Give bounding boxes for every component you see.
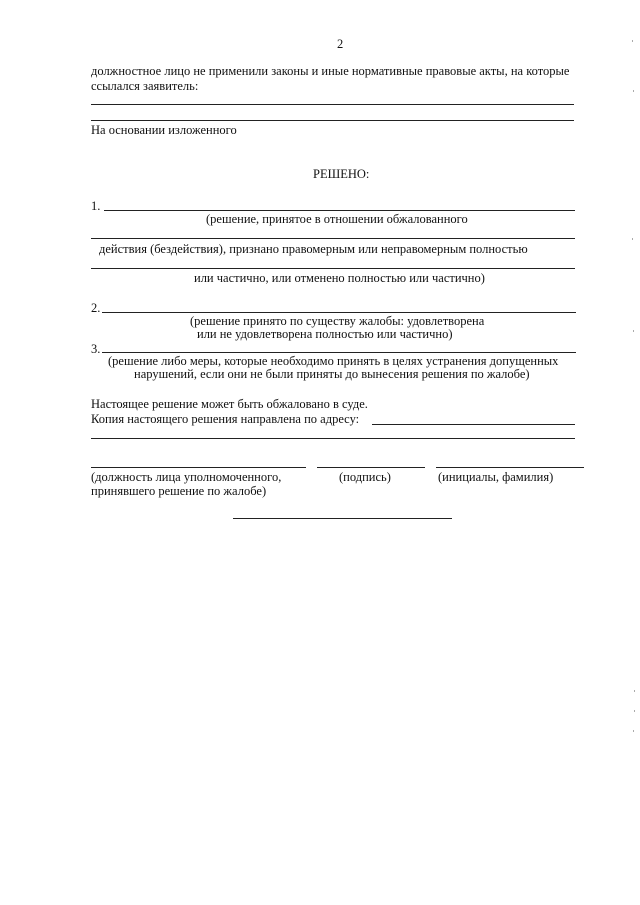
appeal-note: Настоящее решение может быть обжаловано в суде. [91, 397, 368, 411]
item-1-number: 1. [91, 199, 101, 213]
page-number: 2 [337, 37, 344, 51]
item-2-number: 2. [91, 301, 101, 315]
signature-name-line [436, 467, 584, 468]
signature-position-label-1: (должность лица уполномоченного, [91, 470, 282, 484]
item-2-hint-2: или не удовлетворена полностью или частично) [197, 327, 453, 341]
fill-line [102, 312, 576, 313]
item-1-text: действия (бездействия), признано правомерным или неправомерным полностью [99, 242, 528, 256]
fill-line [372, 424, 575, 425]
fill-line [91, 104, 574, 105]
signature-sign-line [317, 467, 425, 468]
item-3-hint-1: (решение либо меры, которые необходимо принять в целях устранения допущенных [108, 354, 559, 368]
scan-speck [634, 690, 635, 692]
item-1-hint-1: (решение, принятое в отношении обжалованного [206, 212, 468, 226]
item-3-number: 3. [91, 342, 101, 356]
fill-line [102, 352, 576, 353]
scan-speck [634, 710, 635, 712]
scan-speck [633, 730, 634, 732]
scan-speck [632, 238, 633, 240]
item-3-hint-2: нарушений, если они не были приняты до вынесения решения по жалобе) [134, 367, 530, 381]
intro-line-2: ссылался заявитель: [91, 79, 199, 93]
fill-line [104, 210, 575, 211]
scan-speck [633, 330, 634, 332]
decision-heading: РЕШЕНО: [313, 167, 370, 181]
item-2-hint-1: (решение принято по существу жалобы: удовлетворена [190, 314, 485, 328]
signature-sign-label: (подпись) [339, 470, 391, 484]
fill-line [91, 268, 575, 269]
scan-speck [633, 90, 634, 92]
scan-speck [632, 40, 633, 42]
signature-position-line [91, 467, 306, 468]
closing-separator [233, 518, 452, 519]
signature-position-label-2: принявшего решение по жалобе) [91, 484, 267, 498]
fill-line [91, 438, 575, 439]
copy-sent-text: Копия настоящего решения направлена по адресу: [91, 412, 360, 426]
fill-line [91, 238, 575, 239]
item-1-hint-2: или частично, или отменено полностью или частично) [194, 271, 485, 285]
signature-name-label: (инициалы, фамилия) [438, 470, 554, 484]
intro-line-1: должностное лицо не применили законы и иные нормативные правовые акты, на которые [91, 64, 570, 78]
fill-line [91, 120, 574, 121]
basis-text: На основании изложенного [91, 123, 237, 137]
